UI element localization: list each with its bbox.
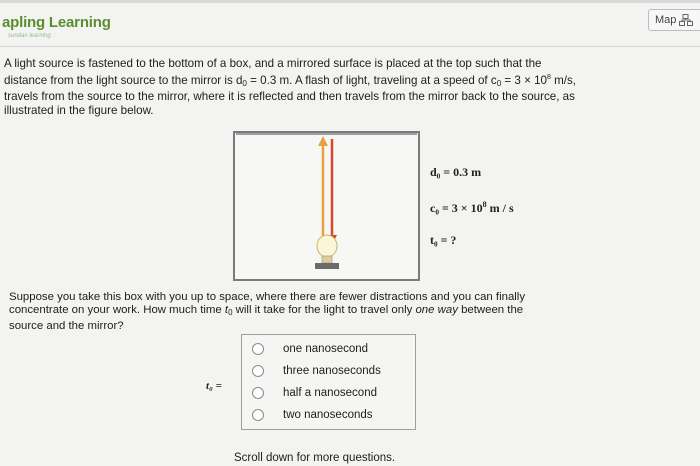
choice-label: one nanosecond [283, 343, 369, 355]
prompt-text [9, 291, 669, 333]
header-divider [0, 46, 700, 47]
prompt-line-2: concentrate on your work. How much time $t_0$ will it take for the light to travel only one way between the [9, 304, 524, 318]
bulb-stand [315, 263, 339, 269]
choice-label: three nanoseconds [283, 365, 381, 377]
app-logo [2, 14, 111, 39]
choice-one-nanosecond[interactable] [252, 340, 368, 358]
beam-up-arrowhead [318, 136, 328, 146]
bulb-base [322, 256, 332, 263]
distance-eq: d₀ = 0.3 m [430, 165, 482, 179]
box-figure [233, 131, 420, 281]
prompt-line-3: source and the mirror? [9, 319, 124, 332]
prompt-line-1: Suppose you take this box with you up to space, where there are fewer distractions and you can finally [9, 291, 526, 303]
radio-button[interactable] [252, 409, 264, 421]
map-label: Map [655, 14, 677, 26]
scroll-note: Scroll down for more questions. [234, 452, 396, 464]
radio-button[interactable] [252, 343, 264, 355]
choice-half-nanosecond[interactable] [252, 384, 377, 402]
radio-button[interactable] [252, 365, 264, 377]
question-line-2: distance from the light source to the mirror is $d_0 = 0.3$ m. A flash of light, traveling at a speed of $c_0 = 3 \times 10^8$ m/s, [4, 73, 577, 88]
question-text [4, 57, 696, 117]
answer-choices [241, 334, 416, 430]
logo-text: apling Learning [2, 14, 111, 31]
light-path-diagram [235, 133, 418, 279]
map-icon [679, 14, 693, 26]
question-line-3: travels from the source to the mirror, where it is reflected and then travels from the mirror back to the source, as [4, 90, 575, 104]
radio-button[interactable] [252, 387, 264, 399]
time-eq: t₀ = ? [430, 233, 457, 247]
choice-label: half a nanosecond [283, 387, 377, 399]
bulb-glass [317, 235, 337, 257]
choice-two-nanoseconds[interactable] [252, 406, 373, 424]
choice-three-nanoseconds[interactable] [252, 362, 381, 380]
answer-label: t₀ = [206, 380, 222, 392]
choice-label: two nanoseconds [283, 409, 373, 421]
map-button[interactable] [648, 9, 700, 31]
question-line-4: illustrated in the figure below. [4, 103, 154, 117]
logo-subtitle: sundan learning [8, 33, 51, 39]
question-line-1: A light source is fastened to the bottom of a box, and a mirrored surface is placed at the top such that the [4, 57, 542, 70]
speed-eq: $c_0 = 3 \times 10^8$ m / s [430, 200, 514, 215]
top-border [0, 0, 700, 3]
